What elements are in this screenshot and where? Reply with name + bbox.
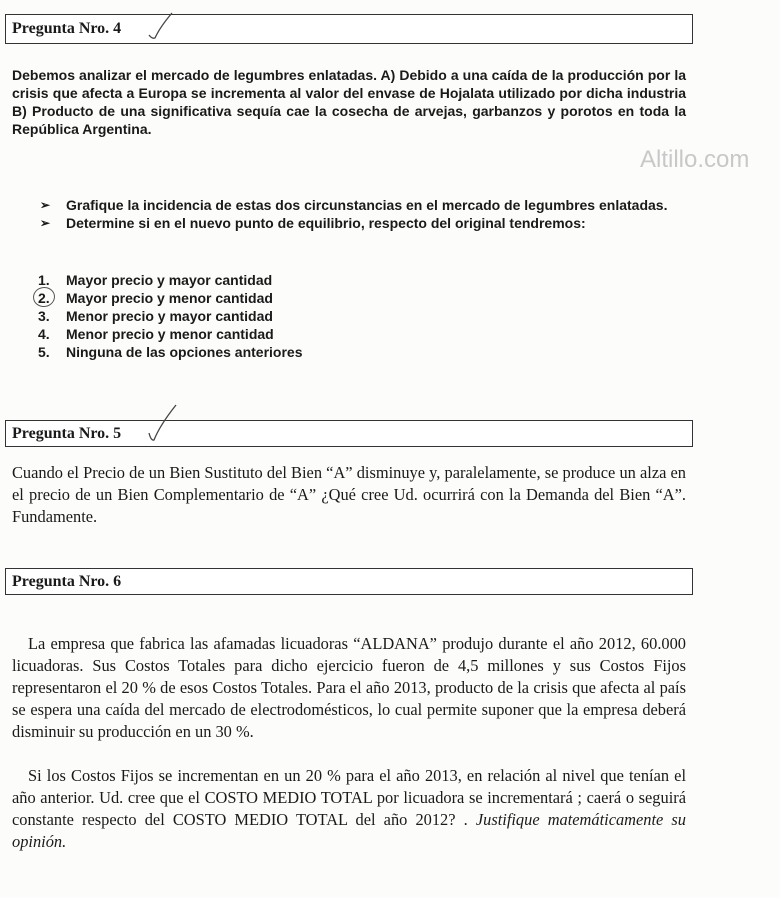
question-4-intro: Debemos analizar el mercado de legumbres enlatadas. A) Debido a una caída de la producción por la crisis que afecta a Europa se incrementa al valor del envase de Hojalata utilizado por dicha industria B) Producto de una significativa sequía cae la cosecha de arvejas, garbanzos y porotos en toda la República Argentina.: [12, 67, 686, 137]
option-number: 2.: [38, 290, 50, 306]
question-6-paragraph-1: La empresa que fabrica las afamadas licuadoras “ALDANA” produjo durante el año 2012, 60.000 licuadoras. Sus Costos Totales para dicho ejercicio fueron de 4,5 millones y sus Costos Fijos representaron el 20 % de esos Costos Totales. Para el año 2013, producto de la crisis que afecta al país se espera una caída del mercado de electrodomésticos, lo cual permite suponer que la empresa deberá disminuir su producción en un 30 %.: [12, 634, 686, 741]
option-item: [38, 343, 438, 361]
question-6-paragraph-2: [12, 765, 686, 853]
option-item: [38, 325, 438, 343]
option-text: Ninguna de las opciones anteriores: [66, 344, 303, 360]
question-4-options: [38, 271, 438, 361]
question-6-body: [12, 633, 686, 853]
option-item: [38, 271, 438, 289]
arrow-bullet-icon: ➢: [40, 198, 51, 212]
arrow-bullet-icon: ➢: [40, 216, 51, 230]
option-item: [38, 289, 438, 307]
question-4-bullets: [38, 196, 686, 232]
option-number: 3.: [38, 308, 50, 324]
question-6-title: Pregunta Nro. 6: [12, 573, 122, 590]
bullet-item: [38, 214, 686, 232]
check-mark-icon: [146, 403, 180, 447]
question-4-title: Pregunta Nro. 4: [12, 20, 122, 37]
option-text: Menor precio y menor cantidad: [66, 326, 274, 342]
option-number: 1.: [38, 272, 50, 288]
question-4-header: [5, 14, 693, 44]
question-5-title: Pregunta Nro. 5: [12, 425, 122, 442]
option-text: Menor precio y mayor cantidad: [66, 308, 273, 324]
option-text: Mayor precio y menor cantidad: [66, 290, 273, 306]
option-number: 4.: [38, 326, 50, 342]
question-6-paragraph-2-text: Si los Costos Fijos se incrementan en un 20 % para el año 2013, en relación al nivel que tenían el año anterior. Ud. cree que el COSTO MEDIO TOTAL por licuadora se incrementará ; caerá o seguirá constante respecto del COSTO MEDIO TOTAL del año 2012? .: [12, 766, 686, 829]
question-5-header: [5, 420, 693, 447]
bullet-text: Determine si en el nuevo punto de equilibrio, respecto del original tendremos:: [66, 215, 586, 231]
bullet-text: Grafique la incidencia de estas dos circunstancias en el mercado de legumbres enlatadas.: [66, 197, 668, 213]
option-number: 5.: [38, 344, 50, 360]
question-6-header: [5, 568, 693, 595]
check-mark-icon: [146, 11, 176, 41]
option-text: Mayor precio y mayor cantidad: [66, 272, 273, 288]
option-item: [38, 307, 438, 325]
bullet-item: [38, 196, 686, 214]
question-6-justify-instruction: Justifique matemáticamente su opinión.: [12, 810, 686, 851]
question-5-body: Cuando el Precio de un Bien Sustituto del Bien “A” disminuye y, paralelamente, se produce un alza en el precio de un Bien Complementario de “A” ¿Qué cree Ud. ocurrirá con la Demanda del Bien “A”. Fundamente.: [12, 463, 686, 526]
watermark: Altillo.com: [640, 146, 750, 173]
